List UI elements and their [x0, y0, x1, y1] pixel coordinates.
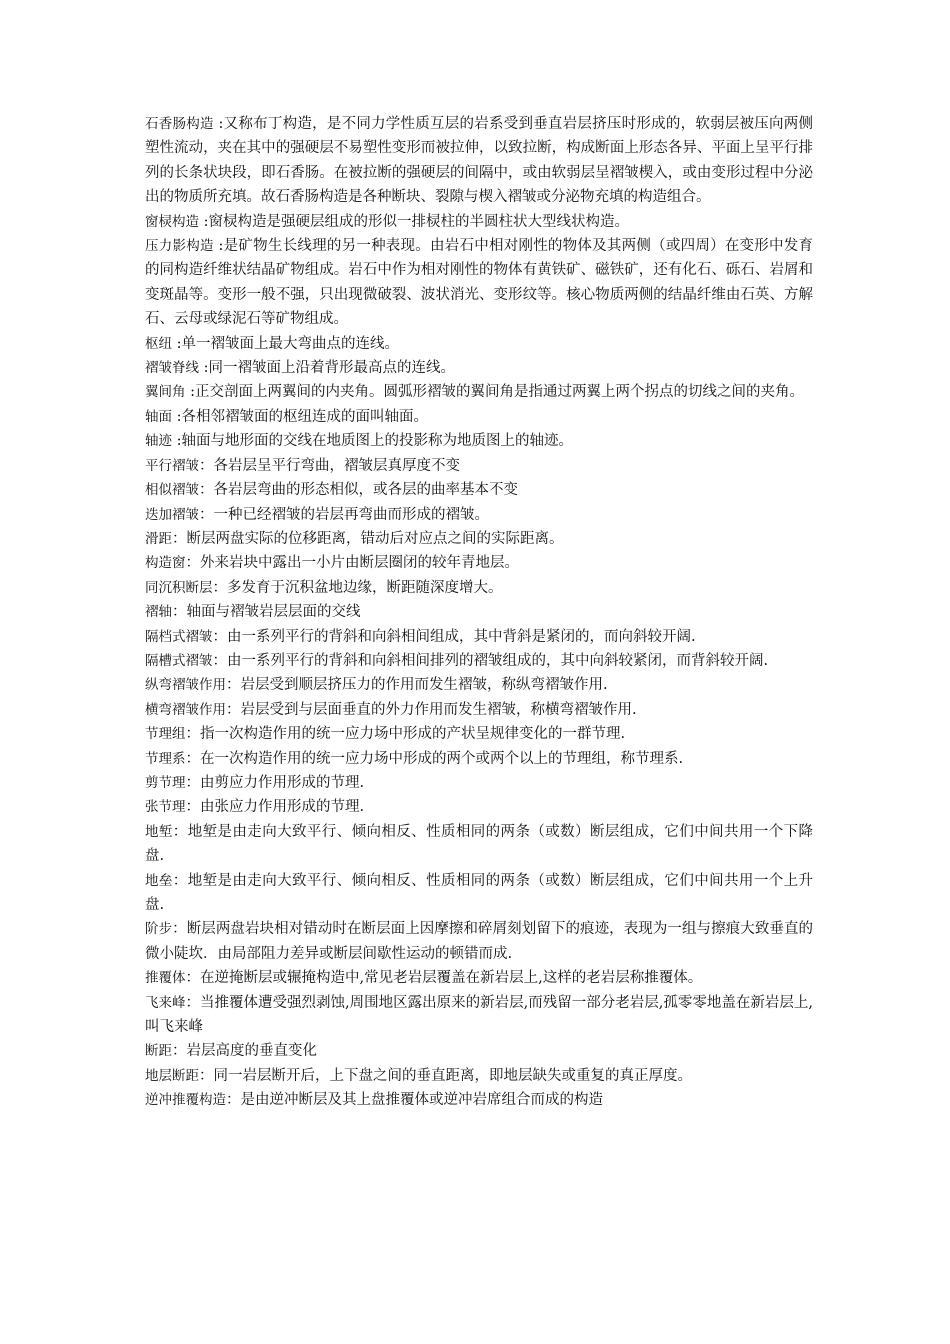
definition: 指一次构造作用的统一应力场中形成的产状呈规律变化的一群节理. — [200, 726, 626, 743]
term: 相似褶皱 — [145, 482, 199, 499]
definition: 当推覆体遭受强烈剥蚀,周围地区露出原来的新岩层,而残留一部分老岩层,孤零零地盖在新岩层上,叫飞来峰 — [145, 994, 814, 1036]
definition: 各相邻褶皱面的枢纽连成的面叫轴面。 — [181, 408, 428, 425]
term: 张节理 — [145, 799, 186, 816]
term: 地堑 — [145, 823, 173, 840]
term: 飞来峰 — [145, 994, 186, 1011]
separator: ： — [185, 799, 200, 816]
definition: 岩层受到与层面垂直的外力作用而发生褶皱，称横弯褶皱作用. — [240, 701, 637, 718]
term: 断距 — [145, 1043, 172, 1060]
entry-klippe — [145, 991, 813, 1040]
entry-axial-trace — [145, 429, 813, 453]
term: 翼间角 — [145, 384, 186, 401]
definition: 地堑是由走向大致平行、倾向相反、性质相同的两条（或数）断层组成，它们中间共用一个上升盘. — [145, 872, 814, 913]
definition: 轴面与地形面的交线在地质图上的投影称为地质图上的轴迹。 — [181, 433, 573, 450]
entry-graben — [145, 820, 813, 869]
definition: 断层两盘岩块相对错动时在断层面上因摩擦和碎屑刻划留下的痕迹，表现为一组与擦痕大致垂直的微小陡坎．由局部阻力差异或断层间歇性运动的顿错而成. — [145, 921, 814, 962]
term: 推覆体 — [145, 970, 186, 987]
definition: 同一岩层断开后，上下盘之间的垂直距离，即地层缺失或重复的真正厚度。 — [213, 1067, 692, 1084]
definition: 各岩层呈平行弯曲，褶皱层真厚度不变 — [213, 457, 460, 474]
definition: 在逆掩断层或辗掩构造中,常见老岩层覆盖在新岩层上,这样的老岩层称推覆体。 — [200, 970, 703, 987]
entry-growth-fault — [145, 576, 813, 600]
separator: ： — [172, 1043, 187, 1060]
definition: 窗棂构造是强硬层组成的形似一排棂柱的半圆柱状大型线状构造。 — [208, 213, 629, 230]
term: 剪节理 — [145, 774, 186, 791]
term: 构造窗 — [145, 555, 186, 572]
definition: 由一系列平行的背斜和向斜相间组成，其中背斜是紧闭的，而向斜较开阔. — [227, 628, 696, 645]
definition: 断层两盘实际的位移距离，错动后对应点之间的实际距离。 — [186, 530, 564, 547]
definition: 在一次构造作用的统一应力场中形成的两个或两个以上的节理组，称节理系. — [200, 750, 684, 767]
separator: ： — [172, 530, 187, 547]
entry-crest-line — [145, 356, 813, 380]
term: 节理系 — [145, 750, 186, 767]
entry-pressure-shadow — [145, 234, 813, 332]
term: 隔档式褶皱 — [145, 628, 213, 645]
separator: ： — [172, 823, 188, 840]
separator: : — [213, 238, 224, 255]
separator: ： — [226, 1092, 241, 1109]
separator: ： — [185, 750, 200, 767]
term: 褶轴 — [145, 604, 172, 621]
separator: ： — [212, 579, 227, 596]
entry-bending — [145, 698, 813, 722]
term: 地层断距 — [145, 1067, 199, 1084]
term: 窗棂构造 — [145, 213, 199, 230]
entry-buckling — [145, 673, 813, 697]
term: 枢纽 — [145, 335, 172, 352]
entry-slickenside-step — [145, 917, 813, 966]
definition: 是矿物生长线理的另一种表现。由岩石中相对刚性的物体及其两侧（或四周）在变形中发育的同构造纤维状结晶矿物组成。岩石中作为相对刚性的物体有黄铁矿、磁铁矿，还有化石、砾石、岩屑和变斑晶等。变形一般不强，只出现微破裂、波状消光、变形纹等。核心物质两侧的结晶纤维由石英、方解石、云母或绿泥石等矿物组成。 — [145, 238, 813, 328]
entry-trough-like-fold — [145, 649, 813, 673]
entry-nappe — [145, 966, 813, 990]
separator: : — [172, 335, 182, 352]
definition: 各岩层弯曲的形态相似，或各层的曲率基本不变 — [213, 482, 518, 499]
term: 地垒 — [145, 872, 173, 889]
entry-interlimb-angle — [145, 380, 813, 404]
entry-axial-plane — [145, 405, 813, 429]
entry-net-slip — [145, 527, 813, 551]
term: 轴迹 — [145, 433, 172, 450]
term: 迭加褶皱 — [145, 506, 199, 523]
separator: ： — [226, 701, 241, 718]
entry-hinge — [145, 332, 813, 356]
definition: 同一褶皱面上沿着背形最高点的连线。 — [208, 360, 455, 377]
entry-joint-set — [145, 722, 813, 746]
term: 隔槽式褶皱 — [145, 652, 213, 669]
definition: 又称布丁构造，是不同力学性质互层的岩系受到垂直岩层挤压时形成的，软弱层被压向两侧塑性流动，夹在其中的强硬层不易塑性变形而被拉伸，以致拉断，构成断面上形态各异、平面上呈平行排列的长条状块段，即石香肠。在被拉断的强硬层的间隔中，或由软弱层呈褶皱楔入，或由变形过程中分泌出的物质所充填。故石香肠构造是各种断块、裂隙与楔入褶皱或分泌物充填的构造组合。 — [145, 116, 813, 206]
definition: 岩层高度的垂直变化 — [186, 1043, 317, 1060]
separator: ： — [185, 774, 200, 791]
separator: ： — [199, 506, 214, 523]
entry-shear-joint — [145, 771, 813, 795]
separator: ： — [172, 872, 188, 889]
separator: ： — [199, 457, 214, 474]
separator: ： — [185, 555, 200, 572]
definition: 由剪应力作用形成的节理. — [200, 774, 365, 791]
entry-throw — [145, 1039, 813, 1063]
entry-tension-joint — [145, 795, 813, 819]
term: 纵弯褶皱作用 — [145, 677, 226, 694]
separator: ： — [226, 677, 241, 694]
term: 逆冲推覆构造 — [145, 1092, 226, 1109]
entry-stratigraphic-throw — [145, 1064, 813, 1088]
entry-horst — [145, 869, 813, 918]
entry-similar-fold — [145, 478, 813, 502]
separator: ： — [212, 628, 227, 645]
definition: 单一褶皱面上最大弯曲点的连线。 — [181, 335, 399, 352]
term: 横弯褶皱作用 — [145, 701, 226, 718]
separator: : — [199, 213, 209, 230]
term: 平行褶皱 — [145, 457, 199, 474]
separator: ： — [199, 482, 214, 499]
separator: ： — [185, 994, 201, 1011]
entry-mullion — [145, 210, 813, 234]
term: 石香肠构造 — [145, 116, 214, 132]
term: 阶步 — [145, 921, 173, 938]
separator: : — [213, 116, 224, 132]
definition: 正交剖面上两翼间的内夹角。圆弧形褶皱的翼间角是指通过两翼上两个拐点的切线之间的夹角。 — [195, 384, 804, 401]
separator: ： — [199, 1067, 214, 1084]
definition: 一种已经褶皱的岩层再弯曲而形成的褶皱。 — [213, 506, 489, 523]
document-body — [145, 112, 813, 1113]
term: 节理组 — [145, 726, 186, 743]
separator: : — [172, 433, 182, 450]
definition: 外来岩块中露出一小片由断层圈闭的较年青地层。 — [200, 555, 519, 572]
definition: 岩层受到顺层挤压力的作用而发生褶皱，称纵弯褶皱作用. — [240, 677, 608, 694]
separator: ： — [172, 921, 187, 938]
entry-boudinage — [145, 112, 813, 210]
separator: ： — [172, 604, 187, 621]
entry-ejective-fold — [145, 625, 813, 649]
term: 褶皱脊线 — [145, 360, 199, 377]
definition: 由张应力作用形成的节理. — [200, 799, 365, 816]
entry-fold-axis — [145, 600, 813, 624]
entry-tectonic-window — [145, 551, 813, 575]
separator: : — [172, 408, 182, 425]
separator: ： — [185, 970, 200, 987]
definition: 由一系列平行的背斜和向斜相间排列的褶皱组成的，其中向斜较紧闭，而背斜较开阔. — [227, 652, 769, 669]
definition: 地堑是由走向大致平行、倾向相反、性质相同的两条（或数）断层组成，它们中间共用一个下降盘. — [145, 823, 814, 865]
definition: 是由逆冲断层及其上盘推覆体或逆冲岩席组合而成的构造 — [240, 1092, 603, 1109]
entry-superposed-fold — [145, 503, 813, 527]
term: 同沉积断层 — [145, 579, 213, 596]
entry-joint-system — [145, 747, 813, 771]
separator: ： — [212, 652, 227, 669]
entry-parallel-fold — [145, 454, 813, 478]
term: 压力影构造 — [145, 238, 214, 255]
entry-thrust-nappe-structure — [145, 1088, 813, 1112]
definition: 轴面与褶皱岩层层面的交线 — [186, 604, 361, 621]
term: 轴面 — [145, 408, 172, 425]
separator: ： — [185, 726, 200, 743]
separator: : — [199, 360, 209, 377]
definition: 多发育于沉积盆地边缘，断距随深度增大。 — [227, 579, 503, 596]
term: 滑距 — [145, 530, 172, 547]
separator: : — [185, 384, 195, 401]
